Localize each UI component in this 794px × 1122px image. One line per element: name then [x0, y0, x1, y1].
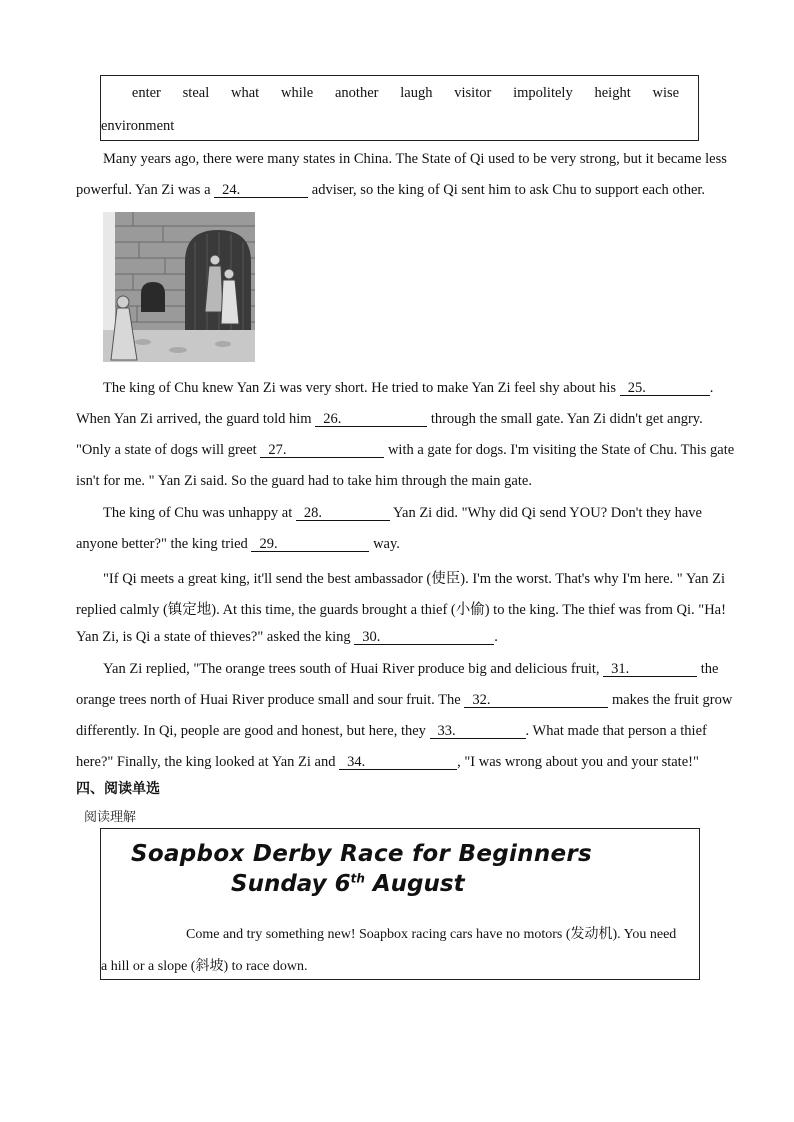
word-bank-item: laugh: [400, 84, 433, 101]
passage-line: The king of Chu knew Yan Zi was very short. He tried to make Yan Zi feel shy about his 25. .: [103, 380, 714, 396]
passage-line: Yan Zi, is Qi a state of thieves?" asked the king 30. .: [76, 629, 498, 645]
answer-blank-30[interactable]: 30.: [354, 630, 494, 645]
word-bank-item: what: [231, 84, 260, 101]
word-bank-item: wise: [652, 84, 680, 101]
passage-line: Many years ago, there were many states in China. The State of Qi used to be very strong, but it became less: [103, 151, 727, 167]
word-bank-item: environment: [101, 118, 175, 134]
word-bank-box: [100, 75, 699, 141]
passage-line: Yan Zi replied, "The orange trees south of Huai River produce big and delicious fruit, 31. the: [103, 661, 719, 677]
ad-date: Sunday 6th August: [231, 871, 465, 897]
answer-blank-24[interactable]: 24.: [214, 183, 308, 198]
answer-blank-28[interactable]: 28.: [296, 506, 390, 521]
passage-line: anyone better?" the king tried 29. way.: [76, 536, 400, 552]
word-bank-item: while: [280, 84, 314, 101]
answer-blank-25[interactable]: 25.: [620, 381, 710, 396]
answer-blank-26[interactable]: 26.: [315, 412, 427, 427]
word-bank-item: height: [594, 84, 631, 101]
answer-blank-29[interactable]: 29.: [251, 537, 369, 552]
yan-zi-gate-illustration: [103, 212, 255, 362]
passage-line: replied calmly (镇定地). At this time, the guards brought a thief (小偷) to the king. The thief was from Qi. "Ha!: [76, 602, 726, 618]
word-bank-item: impolitely: [513, 84, 573, 101]
answer-blank-33[interactable]: 33.: [430, 724, 526, 739]
passage-line: "Only a state of dogs will greet 27. with a gate for dogs. I'm visiting the State of Chu. This gate: [76, 442, 735, 458]
passage-line: When Yan Zi arrived, the guard told him 26. through the small gate. Yan Zi didn't get angry.: [76, 411, 703, 427]
ad-title: Soapbox Derby Race for Beginners: [131, 841, 593, 867]
word-bank-item: another: [334, 84, 379, 101]
word-bank-item: enter: [131, 84, 161, 101]
passage-line: isn't for me. " Yan Zi said. So the guard had to take him through the main gate.: [76, 473, 532, 489]
passage-line: The king of Chu was unhappy at 28. Yan Zi did. "Why did Qi send YOU? Don't they have: [103, 505, 702, 521]
word-bank-row: [101, 76, 698, 110]
answer-blank-32[interactable]: 32.: [464, 693, 608, 708]
section-title: 四、阅读单选: [76, 781, 160, 797]
word-bank-item: steal: [182, 84, 210, 101]
passage-line: differently. In Qi, people are good and honest, but here, they 33. . What made that person a thief: [76, 723, 707, 739]
answer-blank-31[interactable]: 31.: [603, 662, 697, 677]
passage-line: here?" Finally, the king looked at Yan Zi and 34. , "I was wrong about you and your state!": [76, 754, 699, 770]
answer-blank-27[interactable]: 27.: [260, 443, 384, 458]
section-subtitle: 阅读理解: [84, 810, 137, 825]
passage-line: powerful. Yan Zi was a 24. adviser, so the king of Qi sent him to ask Chu to support each other.: [76, 182, 706, 198]
passage-line: orange trees north of Huai River produce small and sour fruit. The 32. makes the fruit grow: [76, 692, 733, 708]
ad-body-line: a hill or a slope (斜坡) to race down.: [101, 959, 308, 974]
answer-blank-34[interactable]: 34.: [339, 755, 457, 770]
reading-ad-box: [100, 828, 700, 980]
passage-line: "If Qi meets a great king, it'll send the best ambassador (使臣). I'm the worst. That's why I'm here. " Yan Zi: [103, 571, 726, 587]
ad-body-line: Come and try something new! Soapbox racing cars have no motors (发动机). You need: [186, 927, 677, 942]
word-bank-item: visitor: [454, 84, 492, 101]
